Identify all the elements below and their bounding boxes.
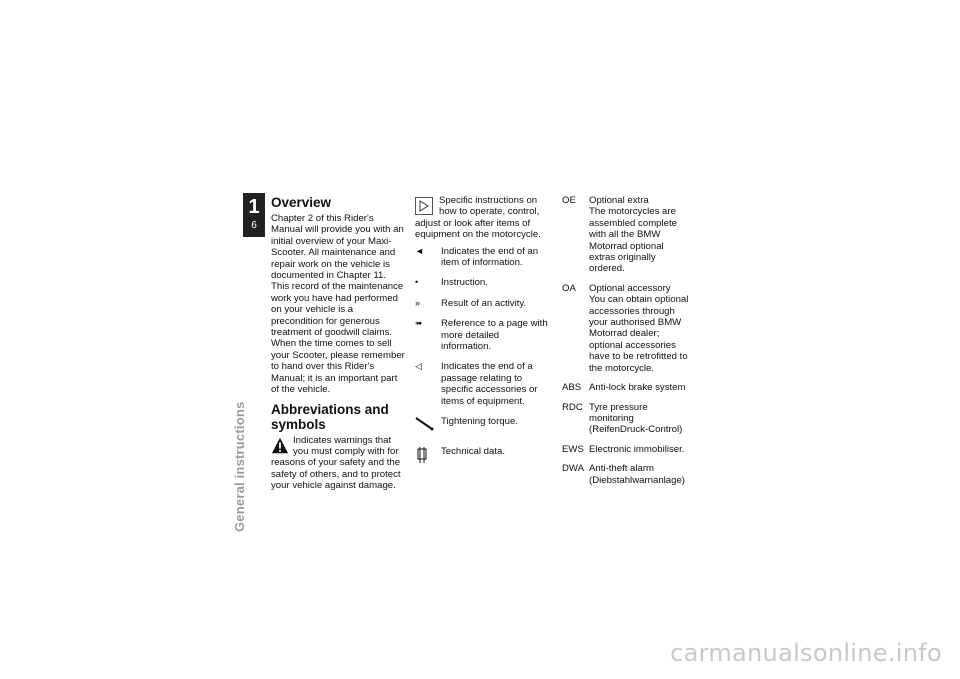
abbreviation-title: Electronic immobiliser.: [589, 443, 685, 455]
symbol-description: Result of an activity.: [441, 297, 527, 309]
abbreviation-row: [562, 402, 692, 436]
warning-triangle-icon: [271, 437, 289, 455]
abbreviation-row: [562, 382, 692, 393]
symbol-description: Instruction.: [441, 277, 488, 289]
abbreviation-row: [562, 283, 692, 374]
column-middle: [415, 195, 551, 467]
abbreviation-text: You can obtain optional accessories through your authorised BMW Motorrad dealer; optional accessories have to be retrofitted to the motorcycle.: [589, 294, 689, 374]
abbreviation-row: [562, 195, 692, 275]
page-number: 6: [251, 220, 257, 231]
column-right: [562, 195, 692, 494]
overview-body: Chapter 2 of this Rider's Manual will provide you with an initial overview of your Maxi-Scooter. All maintenance and repair work on the vehicle is documented in Chapter 11. This record of the maintenance work you have had performed on your vehicle is a precondition for generous treatment of goodwill claims.: [271, 213, 404, 339]
play-icon: [415, 197, 433, 215]
abbreviation: DWA: [562, 463, 585, 475]
result-icon: »: [415, 297, 421, 308]
column-left: [271, 195, 405, 492]
symbol-row: [415, 416, 551, 435]
symbol-row: [415, 298, 551, 309]
bullet-icon: •: [415, 277, 419, 288]
accessory-end-icon: ◁: [415, 361, 422, 372]
abbreviation-title: Anti-theft alarm (Diebstahlwarnanlage): [589, 463, 685, 486]
abbreviation-title: Tyre pressure monitoring (ReifenDruck-Control): [589, 401, 683, 436]
symbol-description: Indicates the end of a passage relating to specific accessories or items of equipment.: [441, 361, 538, 407]
symbol-description: Indicates the end of an item of information.: [441, 245, 539, 269]
abbreviations-heading: Abbreviations and symbols: [271, 401, 389, 432]
abbreviation: EWS: [562, 443, 584, 455]
data-icon: [415, 446, 441, 467]
wrench-icon: [415, 416, 441, 435]
symbol-row: [415, 318, 551, 352]
overview-heading: Overview: [271, 195, 332, 210]
symbol-description: Tightening torque.: [441, 416, 518, 428]
chapter-tab: [243, 193, 265, 237]
symbol-row: [415, 277, 551, 288]
abbreviation-text: The motorcycles are assembled complete with all the BMW Motorrad optional extras originally ordered.: [589, 206, 677, 275]
end-marker-icon: ◄: [415, 245, 424, 256]
symbol-row: [415, 361, 551, 407]
symbol-description: Reference to a page with more detailed information.: [441, 318, 548, 353]
abbreviation-row: [562, 444, 692, 455]
abbreviation: OE: [562, 195, 576, 206]
symbol-row: [415, 246, 551, 269]
watermark: carmanualsonline.info: [670, 639, 942, 667]
abbreviation: ABS: [562, 382, 582, 394]
symbol-row: [415, 446, 551, 467]
abbreviation: OA: [562, 282, 576, 294]
abbreviation-title: Optional accessory: [589, 282, 671, 294]
chapter-number: 1: [248, 196, 260, 218]
page-reference-icon: ➠: [415, 318, 423, 329]
overview-body-2: When the time comes to sell your Scooter, please remember to hand over this Rider's Manual; it is an important part of the vehicle.: [271, 338, 405, 396]
abbreviation-title: Optional extra: [589, 195, 649, 206]
chapter-title: General instructions: [232, 401, 247, 532]
abbreviation: RDC: [562, 401, 583, 413]
warning-block: [271, 435, 405, 492]
symbol-description: Technical data.: [441, 445, 505, 457]
warning-text: Indicates warnings that you must comply with for reasons of your safety and the safety of others, and to protect your vehicle against damage.: [271, 434, 401, 492]
abbreviation-row: [562, 463, 692, 486]
instruction-intro: [415, 195, 551, 241]
abbreviation-title: Anti-lock brake system: [589, 382, 686, 394]
instruction-intro-text: Specific instructions on how to operate, control, adjust or look after items of equipment on the motorcycle.: [415, 195, 541, 241]
